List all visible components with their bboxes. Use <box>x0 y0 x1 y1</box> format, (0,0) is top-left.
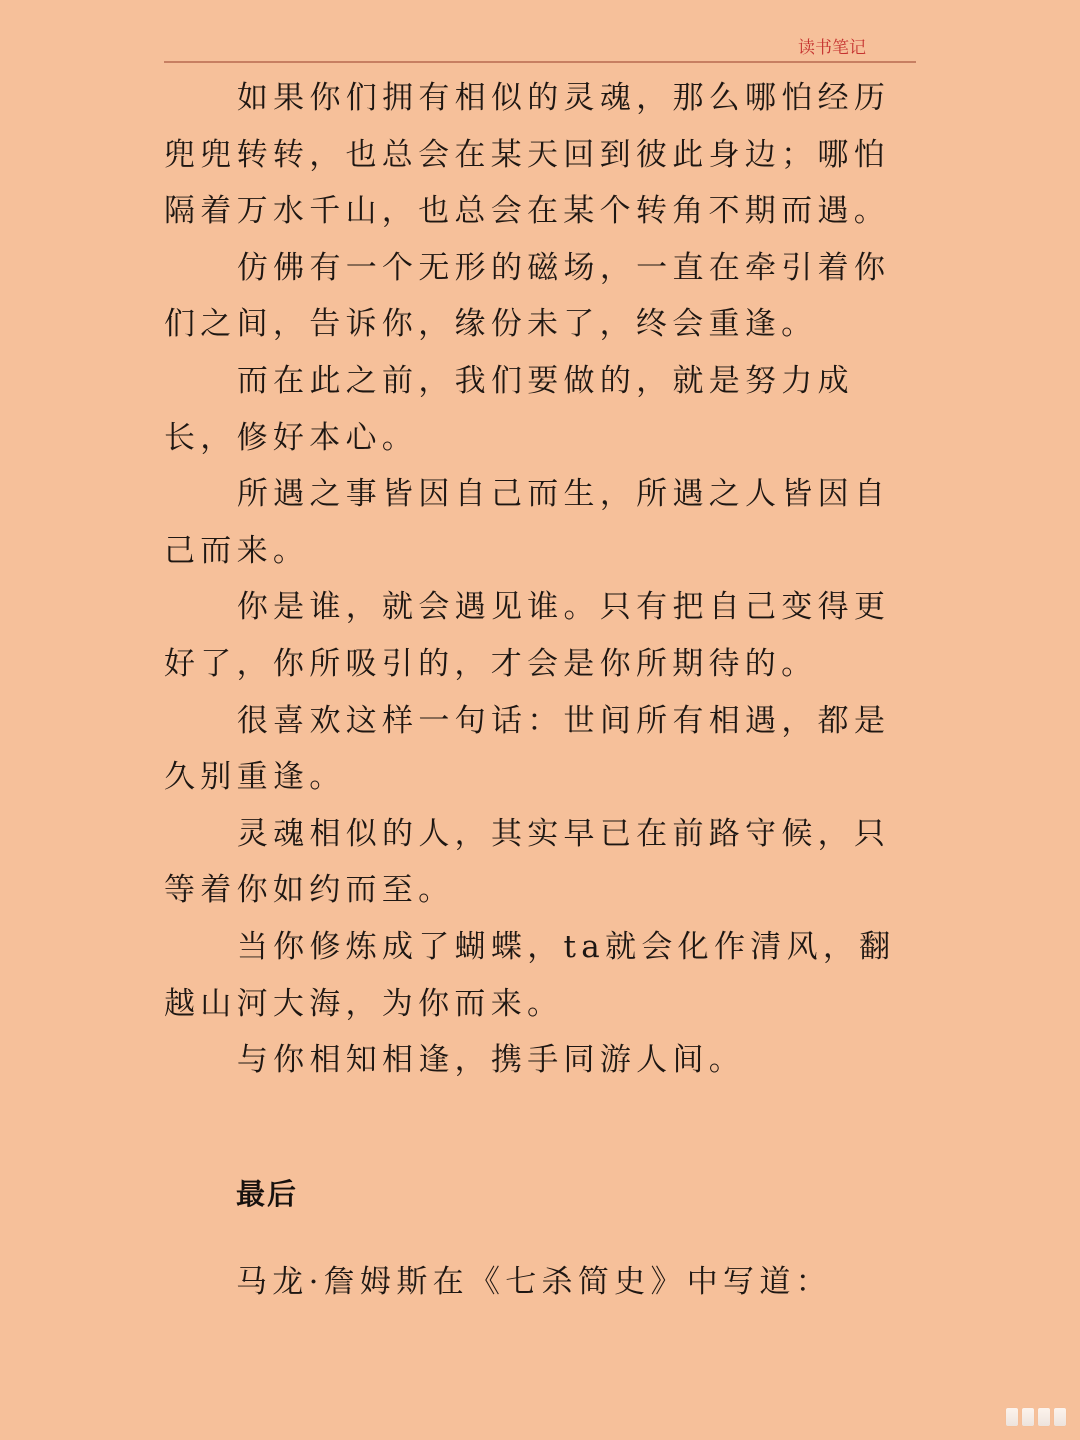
paragraph-who-you-are: 你是谁，就会遇见谁。只有把自己变得更好了，你所吸引的，才会是你所期待的。 <box>164 589 891 682</box>
watermark-bar <box>1022 1408 1034 1426</box>
watermark-bar <box>1038 1408 1050 1426</box>
reading-notes-label: 读书笔记 <box>798 38 866 58</box>
paragraph-travel-together: 与你相知相逢，携手同游人间。 <box>236 1042 746 1079</box>
paragraph-encounters-from-self: 所遇之事皆因自己而生，所遇之人皆因自己而来。 <box>164 476 891 569</box>
paragraph-favorite-saying: 很喜欢这样一句话：世间所有相遇，都是久别重逢。 <box>164 702 891 796</box>
paragraph-butterfly-and-breeze: 当你修炼成了蝴蝶，ta就会化作清风，翻越山河大海，为你而来。 <box>164 928 896 1022</box>
watermark-bar <box>1054 1408 1066 1426</box>
paragraph-soul-similarity: 如果你们拥有相似的灵魂，那么哪怕经历兜兜转转，也总会在某天回到彼此身边；哪怕隔着万水千山，也总会在某个转角不期而遇。 <box>164 80 891 230</box>
article-body <box>164 70 916 1089</box>
section-heading: 最后 <box>236 1177 299 1212</box>
quote-introduction: 马龙·詹姆斯在《七杀简史》中写道： <box>236 1264 832 1300</box>
paragraph-waiting-ahead: 灵魂相似的人，其实早已在前路守候，只等着你如约而至。 <box>164 815 891 909</box>
corner-watermark <box>1006 1408 1066 1428</box>
paragraph-grow-and-cultivate: 而在此之前，我们要做的，就是努力成长，修好本心。 <box>164 362 854 456</box>
paragraph-invisible-magnetic-field: 仿佛有一个无形的磁场，一直在牵引着你们之间，告诉你，缘份未了，终会重逢。 <box>164 249 891 343</box>
header-divider <box>164 61 916 63</box>
watermark-bar <box>1006 1408 1018 1426</box>
